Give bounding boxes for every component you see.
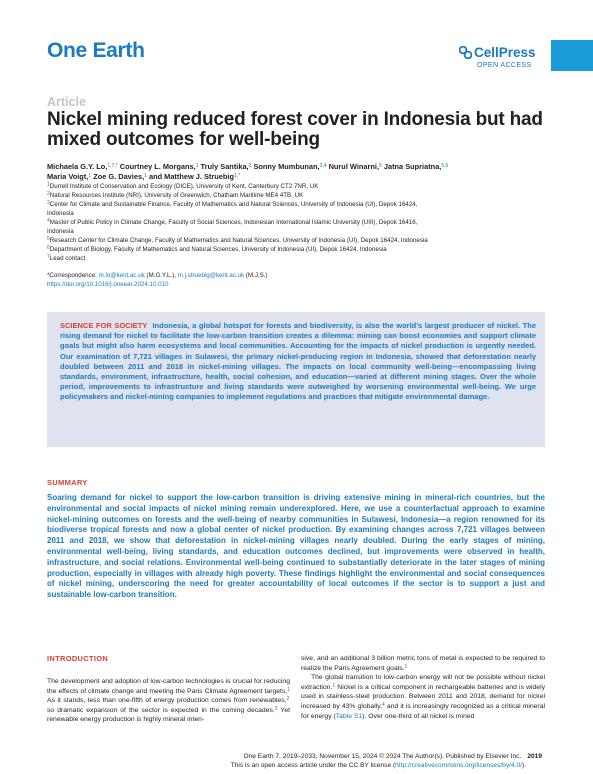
footer-citation: One Earth 7, 2019–2033, November 15, 2024 © 2024 The Author(s). Published by Elsevier Inc. 2019 xyxy=(243,753,542,760)
author[interactable]: Sonny Mumbunan, xyxy=(253,162,320,171)
author-affiliation-ref[interactable]: 3,4 xyxy=(319,163,327,169)
corner-color-block xyxy=(551,40,593,71)
author[interactable]: Courtney L. Morgans, xyxy=(119,162,196,171)
reference-link[interactable]: 1 xyxy=(287,686,290,693)
reference-link[interactable]: 4 xyxy=(382,701,385,708)
affiliation-line: $^3$Center for Climate and Sustainable Finance, Faculty of Mathematics and Natural Sciences, University of Indonesia (UI), Depok 16424, xyxy=(47,200,418,208)
cellpress-logo-icon xyxy=(459,46,472,59)
affiliation-line: $^5$Research Center for Climate Change, Faculty of Mathematics and Natural Sciences, University of Indonesia (UI), Depok 16424, Indonesia xyxy=(47,236,428,244)
affiliation-line: $^4$Master of Public Policy in Climate Change, Faculty of Social Sciences, Indonesian International Islamic University (UIII), Depok 16416, xyxy=(47,218,418,226)
introduction-column-2: sive, and an additional 3 billion metric tons of metal is expected to be required to realize the Paris Agreement goals.$^1$ The global transition to low-carbon energy will not be possible without nickel extraction.$^1$ Nickel is a critical component in rechargeable batteries and is widely used in stainless-steel production. Between 2011 and 2018, demand for nickel increased by 43% globally,$^4$ and it is increasingly recognized as a critical mineral for energy (Table S1). Over one-third of all nickel is mined xyxy=(301,655,545,720)
article-type-label: Article xyxy=(47,95,86,109)
correspondence-block: *Correspondence: m.lo@kent.ac.uk (M.G.Y.L.), m.j.struebig@kent.ac.uk (M.J.S.) https://doi.org/10.1016/j.oneear.2024.10.010 xyxy=(47,271,557,289)
affiliation-line: $^2$Natural Resources Institute (NRI), University of Greenwich, Chatham Maritime ME4 4TB, UK xyxy=(47,191,304,199)
introduction-column-1: The development and adoption of low-carbon technologies is crucial for reducing the effects of climate change and meeting the Paris Climate Agreement targets.$^1$ As it stands, less than one-fifth of energy production comes from renewables,$^2$ so dramatic expansion of the sector is expected in the coming decades.$^3$ Yet renewable energy production is highly mineral inten- xyxy=(47,678,291,724)
summary-heading: SUMMARY xyxy=(47,478,88,487)
author-affiliation-ref[interactable]: 1,* xyxy=(233,173,241,179)
supplementary-table-link[interactable]: Table S1 xyxy=(335,712,363,720)
email-link[interactable]: m.j.struebig@kent.ac.uk xyxy=(177,272,245,279)
doi-link[interactable]: https://doi.org/10.1016/j.oneear.2024.10.010 xyxy=(47,281,169,288)
author-affiliation-ref[interactable]: 5,6 xyxy=(441,163,449,169)
page-number: 2019 xyxy=(527,753,542,760)
reference-link[interactable]: 1 xyxy=(404,663,408,670)
author[interactable]: Zoe G. Davies, xyxy=(93,172,145,181)
author[interactable]: Jatna Supriatna, xyxy=(383,162,442,171)
author-affiliation-ref[interactable]: 5 xyxy=(379,163,382,169)
author[interactable]: Truly Santika, xyxy=(200,162,249,171)
open-access-label: OPEN ACCESS xyxy=(477,62,532,69)
affiliation-line: Indonesia xyxy=(47,210,74,217)
reference-link[interactable]: 3 xyxy=(274,705,278,712)
affiliation-list xyxy=(47,182,557,263)
author[interactable]: Maria Voigt, xyxy=(47,172,89,181)
author-affiliation-ref[interactable]: 1 xyxy=(195,163,199,169)
license-link[interactable]: http://creativecommons.org/licenses/by/4.0/ xyxy=(395,762,522,769)
science-for-society-heading: SCIENCE FOR SOCIETY xyxy=(60,321,148,330)
summary-text: Soaring demand for nickel to support the low-carbon transition is driving extensive mining in mineral-rich countries, but the environmental and social impacts of nickel mining remain underexplored. Here, we use a counterfactual approach to examine nickel-mining outcomes on forests and the well-being of nearby communities in Sulawesi, Indonesia—a region renowned for its biodiverse tropical forests and now a global center of nickel production. By examining changes across 7,721 villages between 2011 and 2018, we show that deforestation in nickel-mining villages nearly doubled. During the early stages of mining, environmental well-being, living standards, and education outcomes declined, but improvements were observed in health, infrastructure, and social relations. Environmental well-being continued to substantially deteriorate in the later stages of mining production, especially in villages with already high poverty. These findings highlight the environmental and social consequences of nickel mining, underscoring the need for greater accountability of local outcomes if the sector is to support a just and sustainable low-carbon transition. xyxy=(47,493,545,600)
correspondence-label: *Correspondence: xyxy=(47,272,97,279)
affiliation-line: $^7$Lead contact xyxy=(47,254,86,262)
author-affiliation-ref[interactable]: 1 xyxy=(144,173,147,179)
footer-license: This is an open access article under the CC BY license (http://creativecommons.org/licenses/by/4.0/). xyxy=(230,762,526,769)
science-for-society-body: Indonesia, a global hotspot for forests and biodiversity, is also the world’s largest producer of nickel. The rising demand for nickel to facilitate the low-carbon transition creates a dilemma: mining can boost economies and support climate goals but might also harm ecosystems and local communities. Accounting for the impacts of nickel production is urgently needed. Our examination of 7,721 villages in Sulawesi, the primary nickel-producing region in Indonesia, showed that deforestation nearly doubled between 2011 and 2018 in nickel-mining villages. The impacts on local community well-being—encompassing living standards, environment, infrastructure, health, social cohesion, and education—varied at different mining stages. Over the whole period, improvements to infrastructure and living standards were outweighed by worsening environmental well-being. We urge policymakers and nickel-mining companies to implement regulations and practices that mitigate environmental damage. xyxy=(60,321,537,402)
affiliation-line: $^1$Durrell Institute of Conservation and Ecology (DICE), University of Kent, Canterbury CT2 7NR, UK xyxy=(47,182,319,190)
affiliation-line: Indonesia xyxy=(47,228,74,235)
author[interactable]: and Matthew J. Struebig xyxy=(148,172,234,181)
author-affiliation-ref[interactable]: 1,7,* xyxy=(107,163,118,169)
reference-link[interactable]: 2 xyxy=(286,696,290,703)
affiliation-line: $^6$Department of Biology, Faculty of Mathematics and Natural Sciences, University of Indonesia (UI), Depok 16424, Indonesia xyxy=(47,245,387,253)
author[interactable]: Nurul Winarni, xyxy=(328,162,380,171)
publisher-name: CellPress xyxy=(474,45,536,60)
reference-link[interactable]: 1 xyxy=(332,682,336,689)
author[interactable]: Michaela G.Y. Lo, xyxy=(47,162,108,171)
science-for-society-text xyxy=(60,321,536,403)
author-list xyxy=(47,162,557,182)
introduction-heading: INTRODUCTION xyxy=(47,654,109,663)
email-link[interactable]: m.lo@kent.ac.uk xyxy=(98,272,145,279)
author-affiliation-ref[interactable]: 1 xyxy=(88,173,92,179)
article-title: Nickel mining reduced forest cover in Indonesia but had mixed outcomes for well-being xyxy=(47,109,543,150)
journal-name: One Earth xyxy=(47,39,145,62)
author-affiliation-ref[interactable]: 2 xyxy=(248,163,252,169)
